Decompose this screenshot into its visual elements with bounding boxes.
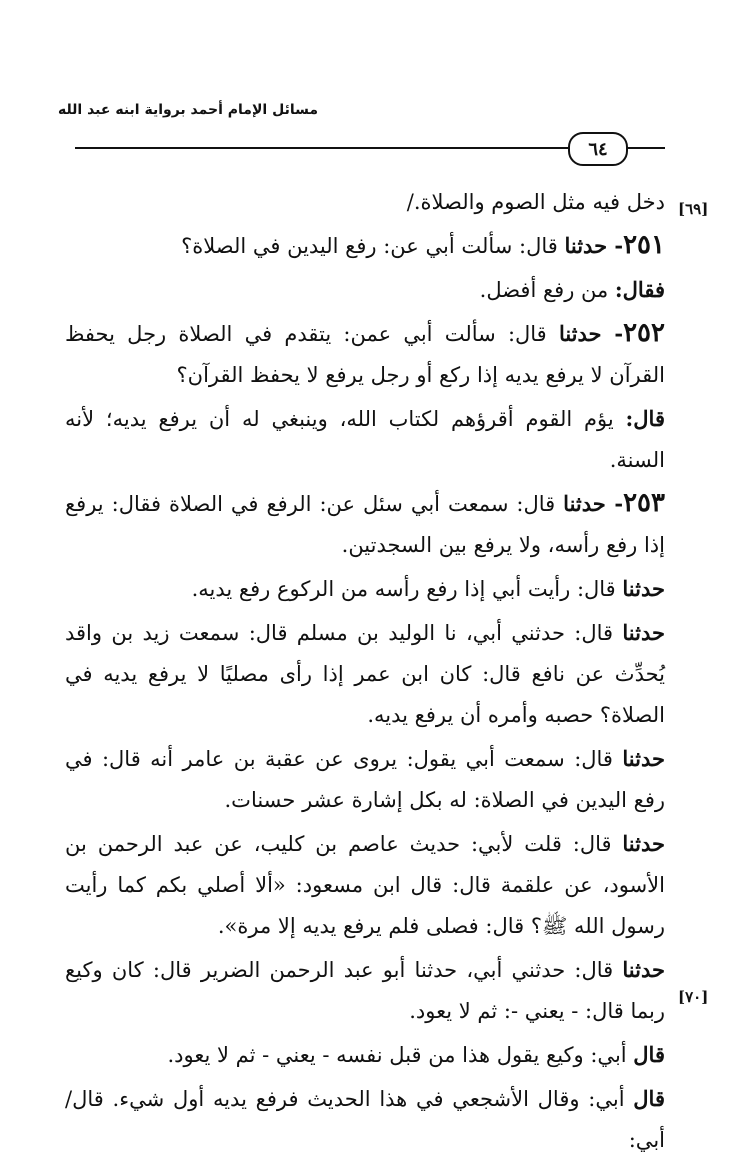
paragraph-text: قال: قلت لأبي: حديث عاصم بن كليب، عن عبد الرحمن بن الأسود، عن علقمة قال: قال ابن مسعود: «ألا أصلي بكم كما رأيت رسول الله ﷺ؟ قال: فصلى فلم يرفع يديه إلا مرة». (65, 832, 665, 938)
paragraph-252 (65, 313, 665, 396)
lead-word: - حدثنا (564, 233, 624, 258)
paragraph-answer (65, 269, 665, 311)
lead-word: حدثنا (622, 831, 665, 856)
lead-word: - حدثنا (563, 491, 624, 516)
lead-word: حدثنا (622, 576, 665, 601)
paragraph-hadith (65, 612, 665, 736)
paragraph-text: قال: حدثني أبي، حدثنا أبو عبد الرحمن الضرير قال: كان وكيع ربما قال: - يعني -: ثم لا يعود. (65, 958, 665, 1023)
masala-number: ٢٥١ (623, 230, 665, 260)
paragraph-hadith (65, 568, 665, 610)
running-header-title: مسائل الإمام أحمد برواية ابنه عبد الله (57, 102, 318, 118)
masala-number: ٢٥٣ (623, 488, 665, 518)
paragraph-text: قال: رأيت أبي إذا رفع رأسه من الركوع رفع يديه. (191, 577, 623, 601)
paragraph-text: قال: سألت أبي عمن: يتقدم في الصلاة رجل يحفظ القرآن لا يرفع يديه إذا ركع أو رجل يرفع لا يحفظ القرآن؟ (65, 322, 665, 387)
lead-word: حدثنا (622, 620, 665, 645)
paragraph-text: قال: حدثني أبي، نا الوليد بن مسلم قال: سمعت زيد بن واقد يُحدِّث عن نافع قال: كان ابن عمر إذا رأى مصليًا لا يرفع يديه في الصلاة؟ حصبه وأمره أن يرفع يديه. (65, 621, 665, 727)
lead-word: حدثنا (622, 957, 665, 982)
paragraph-text: دخل فيه مثل الصوم والصلاة./ (406, 190, 665, 214)
margin-ref-70: [٧٠] (678, 988, 709, 1006)
paragraph-251 (65, 225, 665, 267)
paragraph-text: أبي: وقال الأشجعي في هذا الحديث فرفع يديه أول شيء. قال/ أبي: (65, 1087, 665, 1152)
lead-word: فقال: (614, 277, 665, 302)
lead-word: قال: (625, 406, 665, 431)
paragraph-answer (65, 398, 665, 481)
paragraph-hadith (65, 949, 665, 1032)
masala-number: ٢٥٢ (623, 318, 665, 348)
margin-ref-69: [٦٩] (678, 200, 709, 218)
paragraph-253 (65, 483, 665, 566)
lead-word: قال (633, 1086, 665, 1111)
paragraph-hadith (65, 823, 665, 947)
lead-word: قال (633, 1042, 665, 1067)
paragraph-answer (65, 1078, 665, 1161)
paragraph-text: من رفع أفضل. (479, 278, 615, 302)
paragraph-text: قال: سمعت أبي يقول: يروى عن عقبة بن عامر أنه قال: في رفع اليدين في الصلاة: له بكل إشارة عشر حسنات. (65, 747, 665, 812)
paragraph-hadith (65, 738, 665, 821)
paragraph-continuation (65, 182, 665, 223)
body-text (65, 182, 665, 1163)
paragraph-text: قال: سمعت أبي سئل عن: الرفع في الصلاة فقال: يرفع إذا رفع رأسه، ولا يرفع بين السجدتين. (65, 492, 665, 557)
paragraph-text: قال: سألت أبي عن: رفع اليدين في الصلاة؟ (181, 234, 565, 258)
paragraph-text: أبي: وكيع يقول هذا من قبل نفسه - يعني - ثم لا يعود. (167, 1043, 634, 1067)
paragraph-text: يؤم القوم أقرؤهم لكتاب الله، وينبغي له أن يرفع يديه؛ لأنه السنة. (65, 407, 665, 472)
paragraph-answer (65, 1034, 665, 1076)
lead-word: - حدثنا (558, 321, 624, 346)
lead-word: حدثنا (622, 746, 665, 771)
page-number: ٦٤ (568, 132, 628, 166)
